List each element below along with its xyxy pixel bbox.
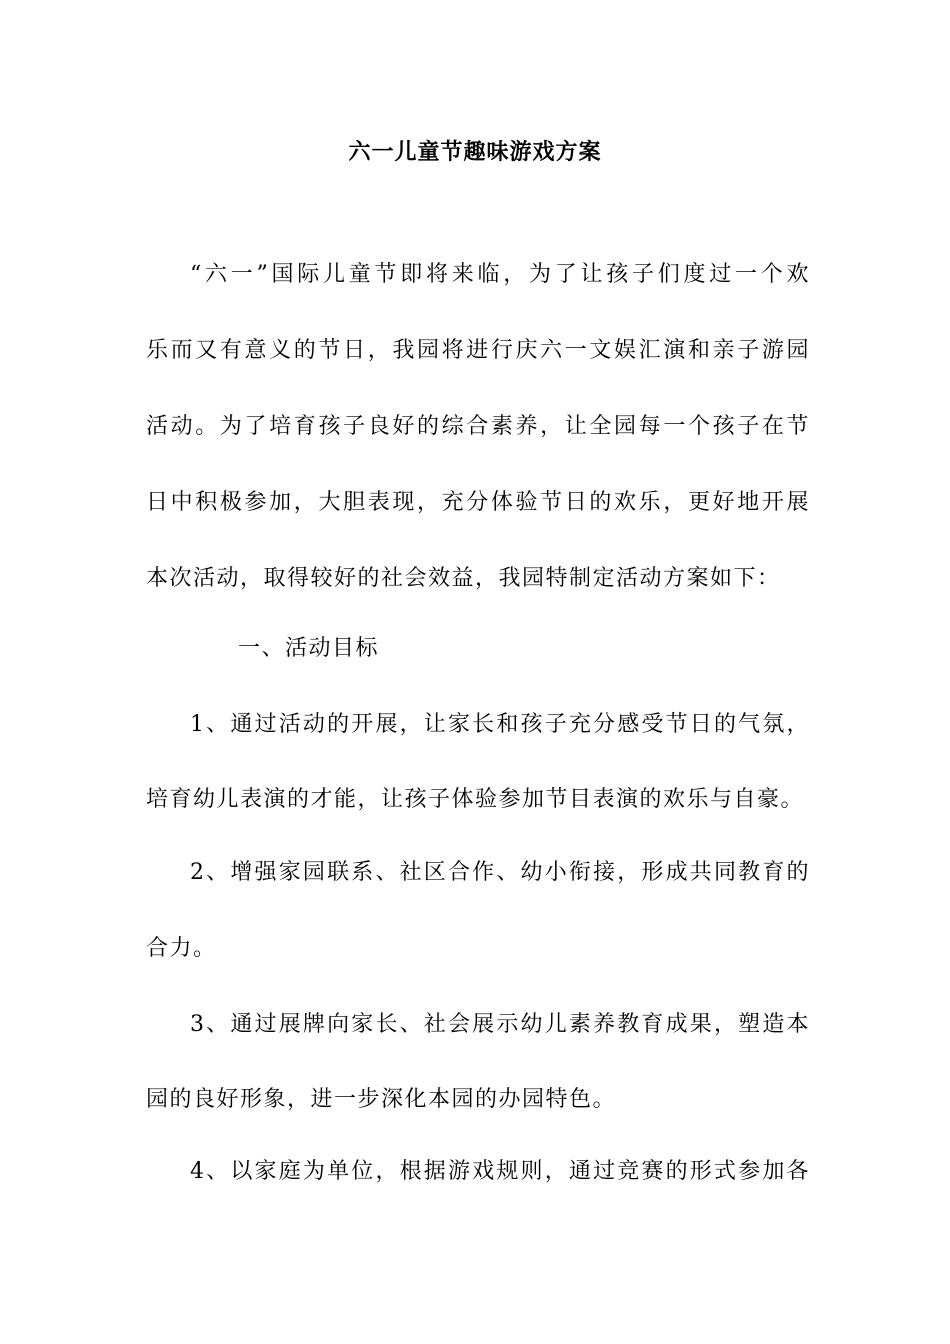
paragraph-line: 1、通过活动的开展，让家长和孩子充分感受节日的气氛， (190, 712, 810, 737)
paragraph-line: 4、以家庭为单位，根据游戏规则，通过竞赛的形式参加各 (190, 1159, 810, 1184)
paragraph-line: 本次活动，取得较好的社会效益，我园特制定活动方案如下： (146, 566, 781, 591)
paragraph-line: 3、通过展牌向家长、社会展示幼儿素养教育成果，塑造本 (190, 1012, 810, 1037)
paragraph-line: 乐而又有意义的节日，我园将进行庆六一文娱汇演和亲子游园 (146, 338, 810, 363)
paragraph-line: “六一”国际儿童节即将来临，为了让孩子们度过一个欢 (190, 262, 810, 287)
section-heading: 一、活动目标 (238, 636, 380, 661)
document-title: 六一儿童节趣味游戏方案 (348, 139, 602, 165)
paragraph-line: 园的良好形象，进一步深化本园的办园特色。 (146, 1087, 617, 1112)
paragraph-line: 合力。 (146, 936, 217, 961)
paragraph-line: 培育幼儿表演的才能，让孩子体验参加节目表演的欢乐与自豪。 (146, 787, 805, 812)
paragraph-line: 活动。为了培育孩子良好的综合素养，让全园每一个孩子在节 (146, 414, 810, 439)
paragraph-line: 2、增强家园联系、社区合作、幼小衔接，形成共同教育的 (190, 860, 810, 885)
paragraph-line: 日中积极参加，大胆表现，充分体验节日的欢乐，更好地开展 (146, 490, 810, 515)
